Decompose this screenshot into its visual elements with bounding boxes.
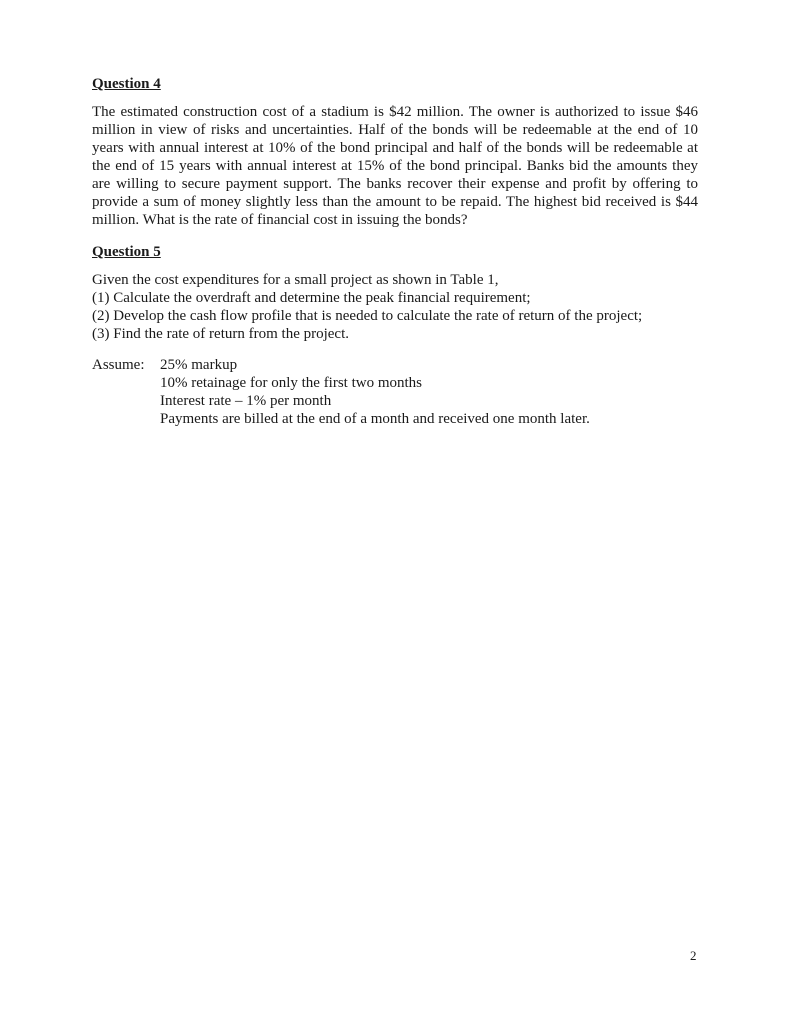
assume-label: Assume: xyxy=(92,357,145,373)
assumption-markup: 25% markup xyxy=(160,357,238,373)
question-5-heading: Question 5 xyxy=(92,244,161,260)
page-number: 2 xyxy=(690,948,697,963)
question-5-item-3: (3) Find the rate of return from the project. xyxy=(92,326,349,342)
question-5-item-2: (2) Develop the cash flow profile that is needed to calculate the rate of return of the project; xyxy=(92,308,643,324)
question-5-item-1: (1) Calculate the overdraft and determine the peak financial requirement; xyxy=(92,290,531,306)
assumption-interest-rate: Interest rate – 1% per month xyxy=(160,393,332,409)
assumption-retainage: 10% retainage for only the first two months xyxy=(160,375,423,391)
assumption-payments: Payments are billed at the end of a month and received one month later. xyxy=(160,411,590,427)
question-5-intro: Given the cost expenditures for a small project as shown in Table 1, xyxy=(92,272,499,288)
question-4-body: The estimated construction cost of a stadium is $42 million. The owner is authorized to issue $46 million in view of risks and uncertainties. Half of the bonds will be redeemable at the end of 10 years with annual interest at 10% of the bond principal and half of the bonds will be redeemable at the end of 15 years with annual interest at 15% of the bond principal. Banks bid the amounts they are willing to secure payment support. The banks recover their expense and profit by offering to provide a sum of money slightly less than the amount to be repaid. The highest bid received is $44 million. What is the rate of financial cost in issuing the bonds? xyxy=(92,104,698,228)
question-4-heading: Question 4 xyxy=(92,76,161,92)
